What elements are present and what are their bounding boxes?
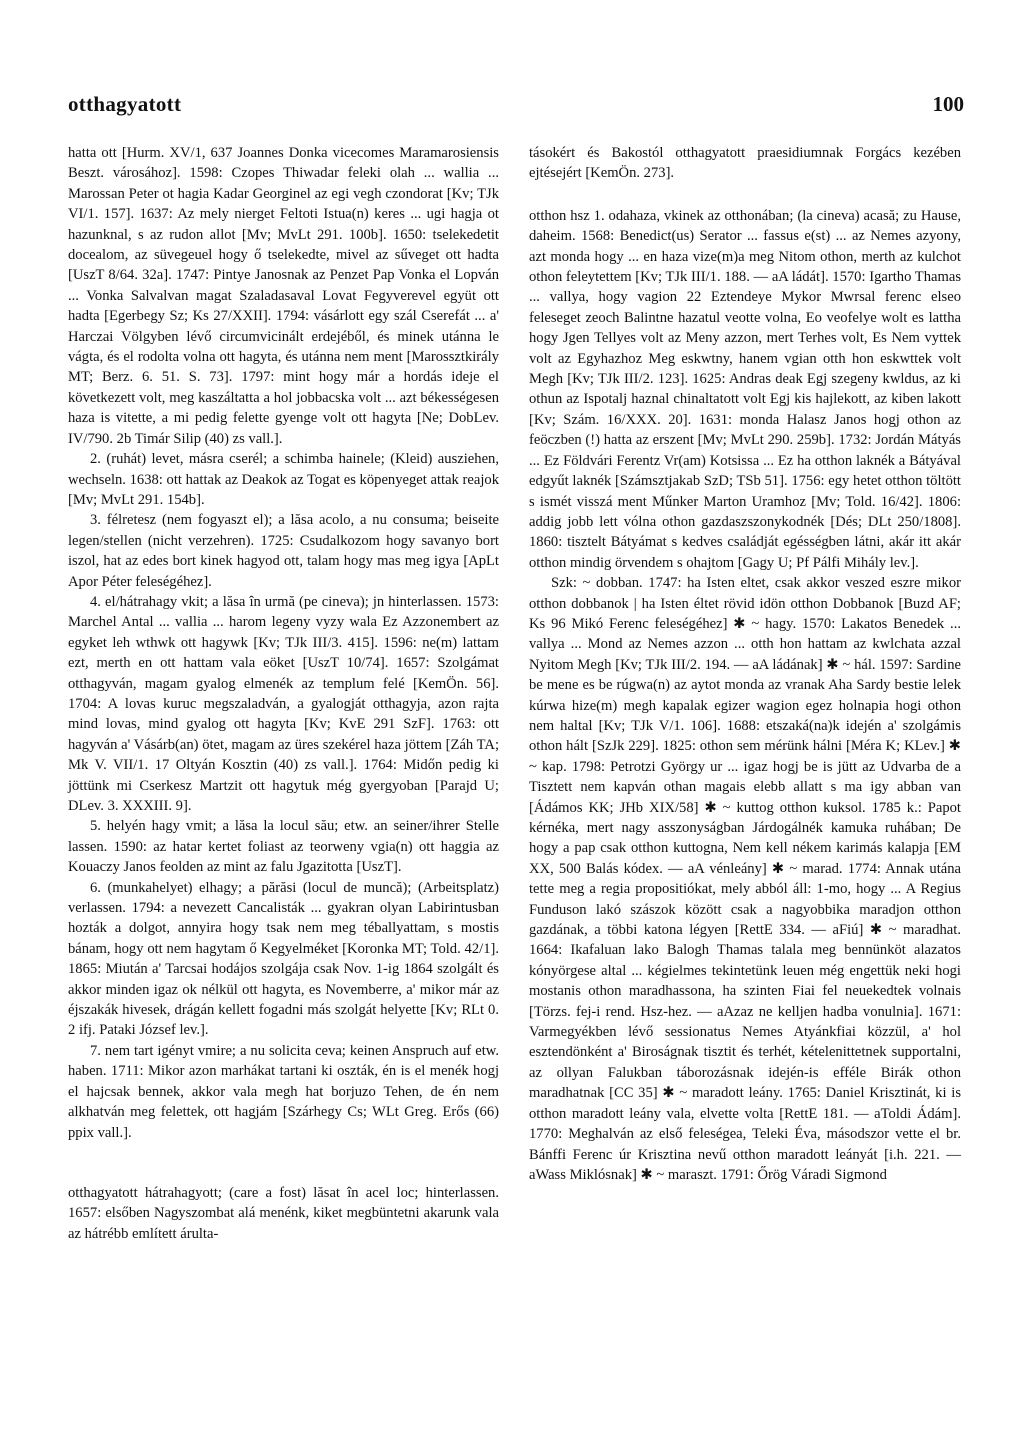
- entry-sense-7: 7. nem tart igényt vmire; a nu solicita ceva; keinen Anspruch auf etw. haben. 1711: Mikor azon marhákat tartani ki oszták, én is el menék hogj el hajcsak bennek, akkor vala megh hat borjuzo Tehen, de én nem alkhatván meg felettek, ott hagjám [Szárhegy Cs; WLt Greg. Erős (66) ppix vall.].: [68, 1042, 499, 1141]
- entry-phrases: Szk: ~ dobban. 1747: ha Isten eltet, csak akkor veszed eszre mikor otthon dobbanok | ha Isten éltet rövid idön otthon Dobbanok [Buzd AF; Ks 96 Mikó Ferenc feleségéhez] ✱ ~ hagy. 1570: Lakatos Benedek ... vallya ... Mond az Nemes azzon ... otth hon hattam az kwlchata azzal Nyitom Megh [Kv; TJk III/2. 194. — aA ládának] ✱ ~ hál. 1597: Sardine be mene es be rúgwa(n) az aytot monda az vranak Aha Sardy bestie lelek kúrwa hize(m) megh kapalak egizer wagion egez holnapia hogi othon nem haltal [Kv; TJk V/1. 106]. 1688: etszaká(na)k idején a' szolgámis othon hált [SzJk 229]. 1825: othon sem mérünk hálni [Méra K; KLev.] ✱ ~ kap. 1798: Petrotzi György ur ... igaz hogj be is jütt az Udvarba de a Tisztett nem kapván othan magais elebb allatt s ma igy abban van [Ádámos KK; JHb XIX/58] ✱ ~ kuttog otthon kuksol. 1785 k.: Papot kérnéka, mert nagy asszonyságban Járdogálnék kamuka ruhában; De hogy a pap csak otthon kuttogna, Nem kell nékem karimás kalapja [EM XX, 500 Balás kódex. — aA vénleány] ✱ ~ marad. 1774: Annak utána tette meg a regia propositiókat, mely abból áll: 1-mo, hogy ... A Regius Funduson lakó szászok között csak a nagyobbika maradjon otthon gazdának, a többi katona légyen [RettE 334. — aFiú] ✱ ~ maradhat. 1664: Ikafaluan lako Balogh Thamas talala meg bennünköt alazatos kónyörgese altal ... kégielmes tekintetünk leuen még engettük neki hogi mostanis othon maradhassona, ha szinten Fiai fel neuekedtek volnais [Törzs. fej-i rend. Hsz-hez. — aAzaz ne kelljen hadba vonulnia]. 1671: Varmegyékben lévő sessionatus Nemes Atyánkfiai közzül, a' hol esztendönként a' Biroságnak tisztit és terhét, kételenittetnek supportalni, az ollyan Falukban táborozásnak idején-is efféle Birák othon maradhatnak [CC 35] ✱ ~ maradott leány. 1765: Daniel Krisztinát, ki is otthon maradott leány vala, elvette volta [RettE 181. — aToldi Ádám]. 1770: Meghalván az első feleségea, Teleki Éva, másodszor vette el br. Bánffi Ferenc úr Krisztina nevű otthon maradott leányát [i.h. 221. — aWass Miklósnak] ✱ ~ maraszt. 1791: Őrög Váradi Sigmond: [529, 575, 961, 1183]
- entry-sense-2: 2. (ruhát) levet, másra cserél; a schimba hainele; (Kleid) ausziehen, wechseln. 1638: ott hattak az Deakok az Togat es köpenyeget attak reajok [Mv; MvLt 291. 154b].: [68, 451, 499, 508]
- entry-sense-5: 5. helyén hagy vmit; a lăsa la locul său; etw. an seiner/ihrer Stelle lassen. 1590: az hatar kertet foliast az teorweny vgia(n) ott haggia az Kouaczy Janos feolden az mint az falu Jgazitotta [UszT].: [68, 818, 499, 876]
- page-number: 100: [932, 92, 964, 116]
- entry-otthon: otthon hsz 1. odahaza, vkinek az otthonában; (la cineva) acasă; zu Hause, daheim. 1568: Benedict(us) Serator ... fassus e(st) ... az Nemes azyony, azt monda hogy ... en haza vize(m)a meg Nitom othon, merth az kulchot othon feleytettem [Kv; TJk III/1. 188. — aA ládát]. 1570: Igartho Thamas ... vallya, hogy vagion 22 Eztendeye Mykor Mwrsal ferenc elseo feleseget zeoch Balintne hazatul veotte volna, Eo veofelye wolt es lattha hogy Jgen Tellyes volt az Meny azzon, mert Terhes volt, Es Nem vyttek volt az Egyhazhoz Meg eskwtny, hanem vgian otth hon eskwttek volt Megh [Kv; TJk III/2. 123]. 1625: Andras deak Egj szegeny kwldus, az ki othun az Ispotalj haznal chinaltatott volt Egj kis hajlekott, az kiben lakott [Kv; Szám. 16/XXX. 20]. 1631: monda Halasz Janos hogj othon az feöczben (!) hatta az erszent [Mv; MvLt 290. 259b]. 1732: Jordán Mátyás ... Ez Földvári Ferentz Vr(am) Kotsissa ... Ez ha otthon laknék a Bátyával edgyűt laknék [Számsztjakab SzD; TSb 51]. 1756: egy hetet otthon töltött s ismét visszá ment Műnker Marton Uramhoz [Mv; Told. 16/42]. 1806: addig jobb lett vólna othon gazdaszszonykodnék [Dés; DLt 250/1808]. 1860: tisztelt Bátyámat s kedves családját egésségben látni, akár itt akár otthon mindig örvendem s ohajtom [Gagy U; Pf Pálfi Mihály lev.].: [529, 207, 961, 571]
- entry-sense-4: 4. el/hátrahagy vkit; a lăsa în urmă (pe cineva); jn hinterlassen. 1573: Marchel Antal ... vallia ... harom legeny vyzy wala Ez Azzonembert az egyket leh wthwk ott hagywk [Kv; TJk III/3. 415]. 1596: ne(m) lattam ezt, merth en ott hattam vala eöket [UszT 10/74]. 1657: Szolgámat otthagyván, magam gyalog elmenék az templum felé [KemÖn. 56]. 1704: A lovas kuruc megszaladván, a gyalogját otthagyja, azon rajta mind lovas, mind gyalog ott hagyta [Kv; KvE 291 SzF]. 1763: ott hagyván a' Vásárb(an) ötet, magam az üres szekérel haza jöttem [Záh TA; Mk V. VII/1. 17 Oltyán Kosztin (40) zs vall.]. 1764: Midőn pedig ki jöttünk mi Cserkesz Martzit ott hagytuk még gyergyoban [Parajd U; DLev. 3. XXXIII. 9].: [68, 593, 499, 814]
- entry-paragraph: hatta ott [Hurm. XV/1, 637 Joannes Donka vicecomes Maramarosiensis Beszt. városához]. 1598: Czopes Thiwadar feleki olah ... wallia ... Marossan Peter ot hagia Kadar Georginel az egi vegh czondorat [Kv; TJk VI/1. 157]. 1637: Az mely nierget Feltoti Istua(n) keres ... ugi hagja ot hazunknal, s az rudon allot [Mv; MvLt 291. 100b]. 1650: tselekedetit docealom, az süvegeuel hogy ő tselekedte, mivel az sűveget ott hadta [UszT 8/64. 32a]. 1747: Pintye Janosnak az Penzet Pap Vonka el Lopván ... Vonka Salvalvan magat Szaladasaval Lovat Fegyverevel együt ott hadta [Egerbegy Sz; Ks 27/XXII]. 1794: vásárlott egy szál Cserefát ... a' Harczai Völgyben lévő circumvicinált erdejéből, és minek utánna le vágta, és el rodolta volna ott hagyta, és utánna nem ment [Marossztkirály MT; Berz. 6. 51. S. 73]. 1797: mint hogy már a hordás ideje el következett volt, meg kaszáltatta a hol jobbacska volt ... azt békességesen haza is vitette, a mi pedig felette gyenge volt ott hagyta [Ne; DobLev. IV/790. 2b Timár Silip (40) zs vall.].: [68, 145, 499, 447]
- entry-otthagyatott: otthagyatott hátrahagyott; (care a fost) lăsat în acel loc; hinterlassen. 1657: elsőben Nagyszombat alá menénk, kiket megbüntetni akarunk vala az hátrébb említett árulta-: [68, 1184, 499, 1242]
- left-column: [68, 143, 499, 1244]
- entry-continuation: tásokért és Bakostól otthagyatott praesidiumnak Forgács kezében ejtésejért [KemÖn. 273].: [529, 145, 961, 182]
- entry-sense-6: 6. (munkahelyet) elhagy; a părăsi (locul de muncă); (Arbeitsplatz) verlassen. 1794: a nevezett Cancalisták ... gyakran olyan Labirintusban hozták a dolgot, annyira hogy tsak nem meg téballyattam, s mostis bánam, hogy ott nem hagytam ő Kegyelméket [Koronka MT; Told. 42/1]. 1865: Miután a' Tarcsai hodájos szolgája csak Nov. 1-ig 1864 szolgált és akkor minden igaz ok nélkül ott hagyta, es Novemberre, a' mikor már az éjszakák hivesek, drágán kellett fogadni más szolgát helyette [Kv; RLt 0. 2 ifj. Pataki József lev.].: [68, 879, 499, 1039]
- entry-sense-3: 3. félretesz (nem fogyaszt el); a lăsa acolo, a nu consuma; beiseite legen/stellen (nicht verzehren). 1725: Csudalkozom hogy savanyo bort iszol, hat az edes bort kinek hagyod ott, talam hogy mas meg igya [ApLt Apor Péter feleségéhez].: [68, 512, 499, 590]
- right-column: [529, 143, 961, 1185]
- page-header: [68, 92, 964, 122]
- running-headword: otthagyatott: [68, 92, 182, 116]
